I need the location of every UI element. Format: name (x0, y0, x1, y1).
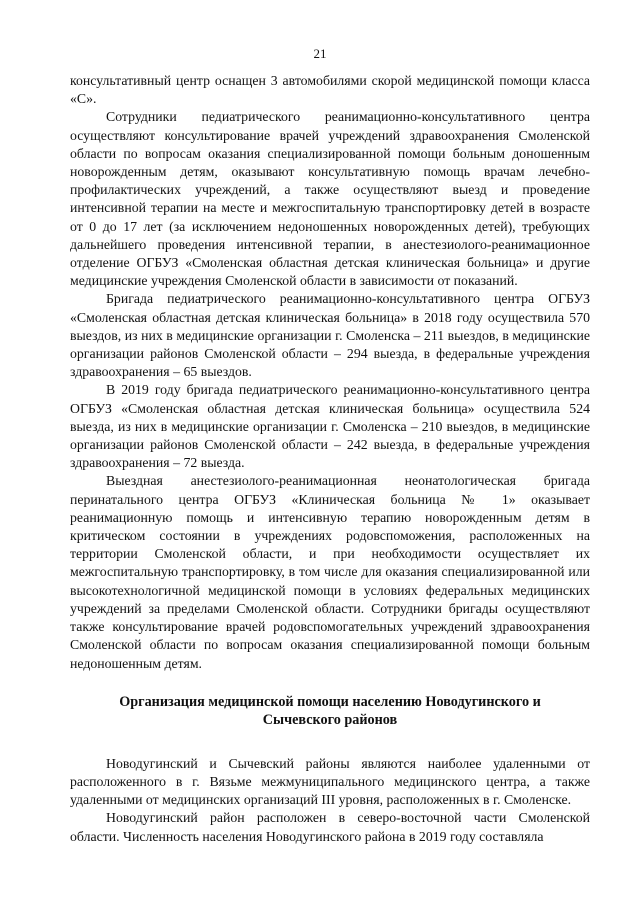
paragraph-2018-stats: Бригада педиатрического реанимационно-консультативного центра ОГБУЗ «Смоленская областная детская клиническая больница» в 2018 году осуществила 570 выездов, из них в медицинские организации г. Смоленска – 211 выездов, в медицинские организации районов Смоленской области – 294 выезда, в федеральные учреждения здравоохранения – 65 выездов. (70, 291, 590, 380)
paragraph-2019-stats: В 2019 году бригада педиатрического реанимационно-консультативного центра ОГБУЗ «Смоленская областная детская клиническая больница» осуществила 524 выезда, из них в медицинские организации г. Смоленска – 210 выездов, в медицинские организации районов Смоленской области – 242 выезда, в федеральные учреждения здравоохранения – 72 выезда. (70, 382, 590, 471)
page-number: 21 (313, 46, 327, 61)
paragraph-continuation: консультативный центр оснащен 3 автомобилями скорой медицинской помощи класса «С». (70, 73, 590, 107)
paragraph-pediatric-center: Сотрудники педиатрического реанимационно-консультативного центра осуществляют консультирование врачей учреждений здравоохранения Смоленской области по вопросам оказания специализированной помощи больным доношенным новорожденным детям, оказывают консультативную помощь врачам лечебно-профилактических учреждений, а также осуществляют выезд и проведение интенсивной терапии на месте и межгоспитальную транспортировку детей в возрасте от 0 до 17 лет (за исключением недоношенных новорожденных детей), требующих дальнейшего проведения интенсивной терапии, в анестезиолого-реанимационное отделение ОГБУЗ «Смоленская областная детская клиническая больница» и другие медицинские учреждения Смоленской области в зависимости от показаний. (70, 109, 590, 289)
section-heading-line-1: Организация медицинской помощи населению Новодугинского и (119, 693, 541, 710)
section-heading-line-2: Сычевского районов (262, 711, 398, 728)
paragraph-neonatal-brigade: Выездная анестезиолого-реанимационная неонатологическая бригада перинатального центра ОГБУЗ «Клиническая больница № 1» оказывает реанимационную помощь и интенсивную терапию новорожденным детям в критическом состоянии в учреждениях родовспоможения, расположенных на территории Смоленской области, и при необходимости осуществляет их межгоспитальную транспортировку, в том числе для оказания специализированной или высокотехнологичной медицинской помощи в условиях федеральных медицинских учреждений за пределами Смоленской области. Сотрудники бригады осуществляют также консультирование врачей родовспомогательных учреждений здравоохранения Смоленской области по вопросам оказания специализированной помощи больным недоношенным детям. (70, 473, 590, 671)
page-body (70, 72, 590, 846)
paragraph-novodugino-district: Новодугинский район расположен в северо-восточной части Смоленской области. Численность населения Новодугинского района в 2019 году составляла (70, 810, 590, 844)
section-body (70, 755, 590, 846)
paragraph-remote-districts: Новодугинский и Сычевский районы являются наиболее удаленными от расположенного в г. Вязьме межмуниципального медицинского центра, а также удаленными от медицинских организаций III уровня, расположенных в г. Смоленске. (70, 755, 590, 808)
section-heading (70, 693, 590, 729)
